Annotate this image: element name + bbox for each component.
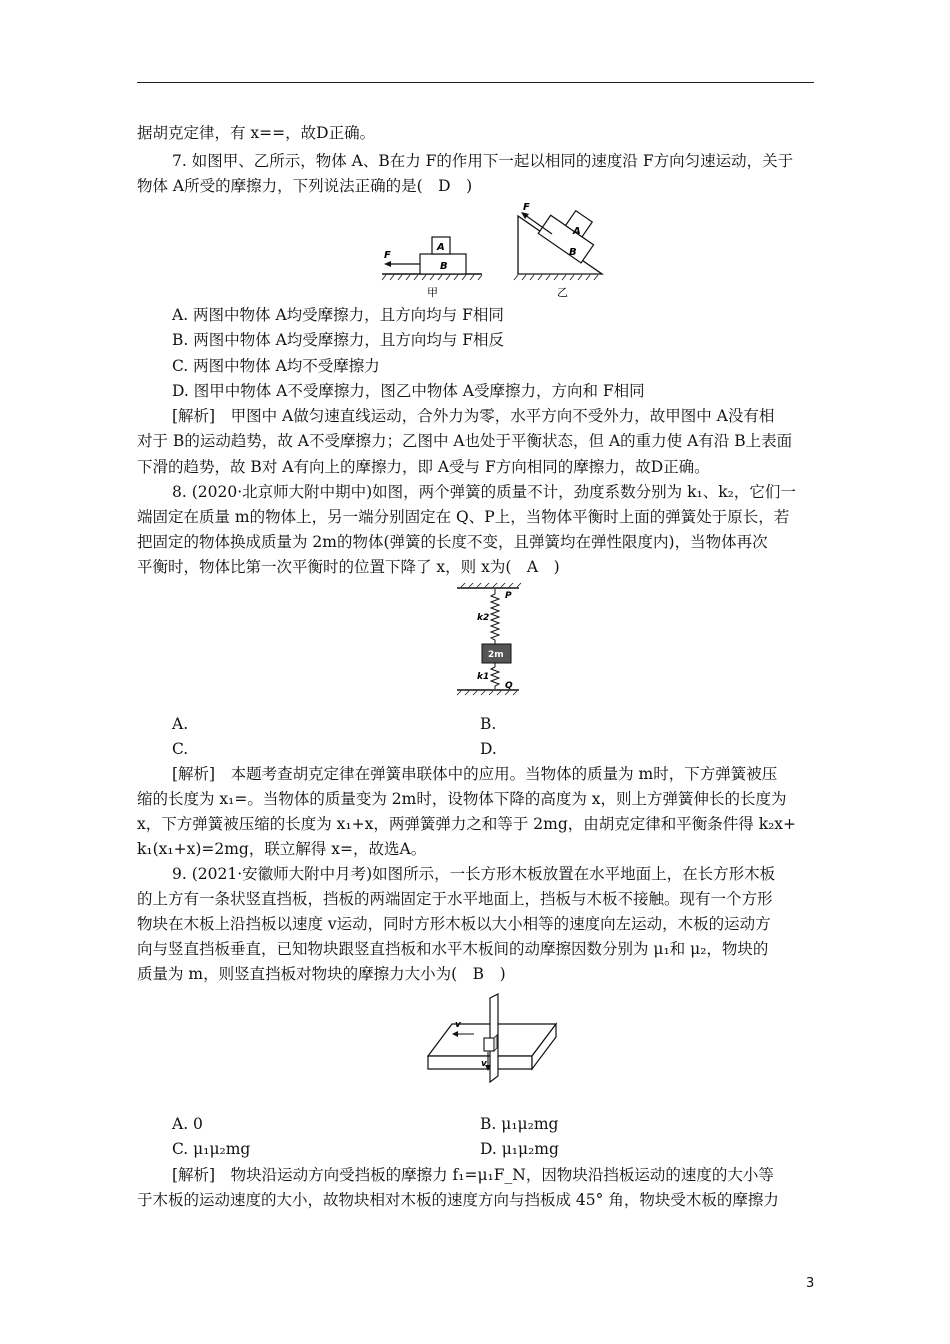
figure-7 [370,195,610,300]
label-k2: k2 [477,613,490,623]
page-number: 3 [806,1276,815,1291]
figure-9 [422,990,562,1088]
label-v-block: v [481,1059,487,1069]
analysis-7-cont: 对于 B的运动趋势，故 A不受摩擦力；乙图中 A也处于平衡状态，但 A的重力使 A有沿 B上表面 [137,432,793,450]
analysis-8-cont: k₁(x₁+x)=2mg，联立解得 x=，故选A。 [137,840,427,858]
question-8-stem: 8. (2020·北京师大附中期中)如图，两个弹簧的质量不计，劲度系数分别为 k₁、k₂，它们一 [172,483,796,501]
mass-label: 2m [488,650,504,660]
square-block [484,1038,494,1051]
analysis-8-cont: x，下方弹簧被压缩的长度为 x₁+x，两弹簧弹力之和等于 2mg，由胡克定律和平衡条件得 k₂x+ [137,815,797,833]
option-9d: D. μ₁μ₂mg [480,1140,559,1158]
label-b-jia: B [440,261,448,272]
option-8c: C. [172,740,189,758]
question-9-stem-cont: 的上方有一条状竖直挡板，挡板的两端固定于水平地面上，挡板与木板不接触。现有一个方形 [137,890,773,908]
label-f-yi: F [523,202,530,213]
option-7a: A. 两图中物体 A均受摩擦力，且方向均与 F相同 [172,306,504,324]
spring-k1 [491,663,499,689]
option-8a: A. [172,715,189,733]
option-8d: D. [480,740,497,758]
caption-jia: 甲 [427,286,438,299]
option-9c: C. μ₁μ₂mg [172,1140,251,1158]
caption-yi: 乙 [557,286,568,299]
question-7-stem: 7. 如图甲、乙所示，物体 A、B在力 F的作用下一起以相同的速度沿 F方向匀速运动，关于 [172,152,794,170]
option-9b: B. μ₁μ₂mg [480,1115,559,1133]
label-a-yi: A [573,226,581,237]
label-a-jia: A [437,242,445,253]
question-8-stem-cont: 端固定在质量 m的物体上，另一端分别固定在 Q、P上，当物体平衡时上面的弹簧处于原长，若 [137,508,790,526]
label-k1: k1 [477,672,490,682]
figure-8 [455,582,535,707]
question-8-stem-cont: 平衡时，物体比第一次平衡时的位置下降了 x，则 x为( A ) [137,558,560,576]
spring-k2 [491,589,499,644]
question-9-stem-cont: 向与竖直挡板垂直，已知物块跟竖直挡板和水平木板间的动摩擦因数分别为 μ₁和 μ₂，物块的 [137,940,769,958]
label-p: P [505,591,512,601]
question-9-stem-cont: 质量为 m，则竖直挡板对物块的摩擦力大小为( B ) [137,965,506,983]
text-line: 据胡克定律，有 x==，故D正确。 [137,124,376,142]
label-v-board: v [455,1020,461,1030]
option-8b: B. [480,715,497,733]
analysis-8-cont: 缩的长度为 x₁=。当物体的质量变为 2m时，设物体下降的高度为 x，则上方弹簧伸长的长度为 [137,790,787,808]
label-f-jia: F [384,250,391,261]
header-rule [137,82,814,83]
option-7c: C. 两图中物体 A均不受摩擦力 [172,357,380,375]
analysis-7-cont: 下滑的趋势，故 B对 A有向上的摩擦力，即 A受与 F方向相同的摩擦力，故D正确。 [137,458,710,476]
question-8-stem-cont: 把固定的物体换成质量为 2m的物体(弹簧的长度不变，且弹簧均在弹性限度内)，当物体再次 [137,533,768,551]
analysis-8: [解析] 本题考查胡克定律在弹簧串联体中的应用。当物体的质量为 m时，下方弹簧被压 [172,765,778,783]
analysis-9-cont: 于木板的运动速度的大小，故物块相对木板的速度方向与挡板成 45° 角，物块受木板的摩擦力 [137,1191,779,1209]
wooden-board-front [428,1056,532,1069]
option-7b: B. 两图中物体 A均受摩擦力，且方向均与 F相反 [172,331,505,349]
label-q: Q [505,681,513,691]
question-9-stem: 9. (2021·安徽师大附中月考)如图所示，一长方形木板放置在水平地面上，在长方形木板 [172,865,776,883]
question-7-stem-cont: 物体 A所受的摩擦力，下列说法正确的是( D ) [137,177,473,195]
option-9a: A. 0 [172,1115,203,1133]
option-7d: D. 图甲中物体 A不受摩擦力，图乙中物体 A受摩擦力，方向和 F相同 [172,382,645,400]
analysis-9: [解析] 物块沿运动方向受挡板的摩擦力 f₁=μ₁F_N，因物块沿挡板运动的速度的大小等 [172,1166,774,1184]
analysis-7: [解析] 甲图中 A做匀速直线运动，合外力为零，水平方向不受外力，故甲图中 A没有相 [172,407,775,425]
label-b-yi: B [569,247,577,258]
question-9-stem-cont: 物块在木板上沿挡板以速度 v运动，同时方形木板以大小相等的速度向左运动，木板的运动方 [137,915,771,933]
